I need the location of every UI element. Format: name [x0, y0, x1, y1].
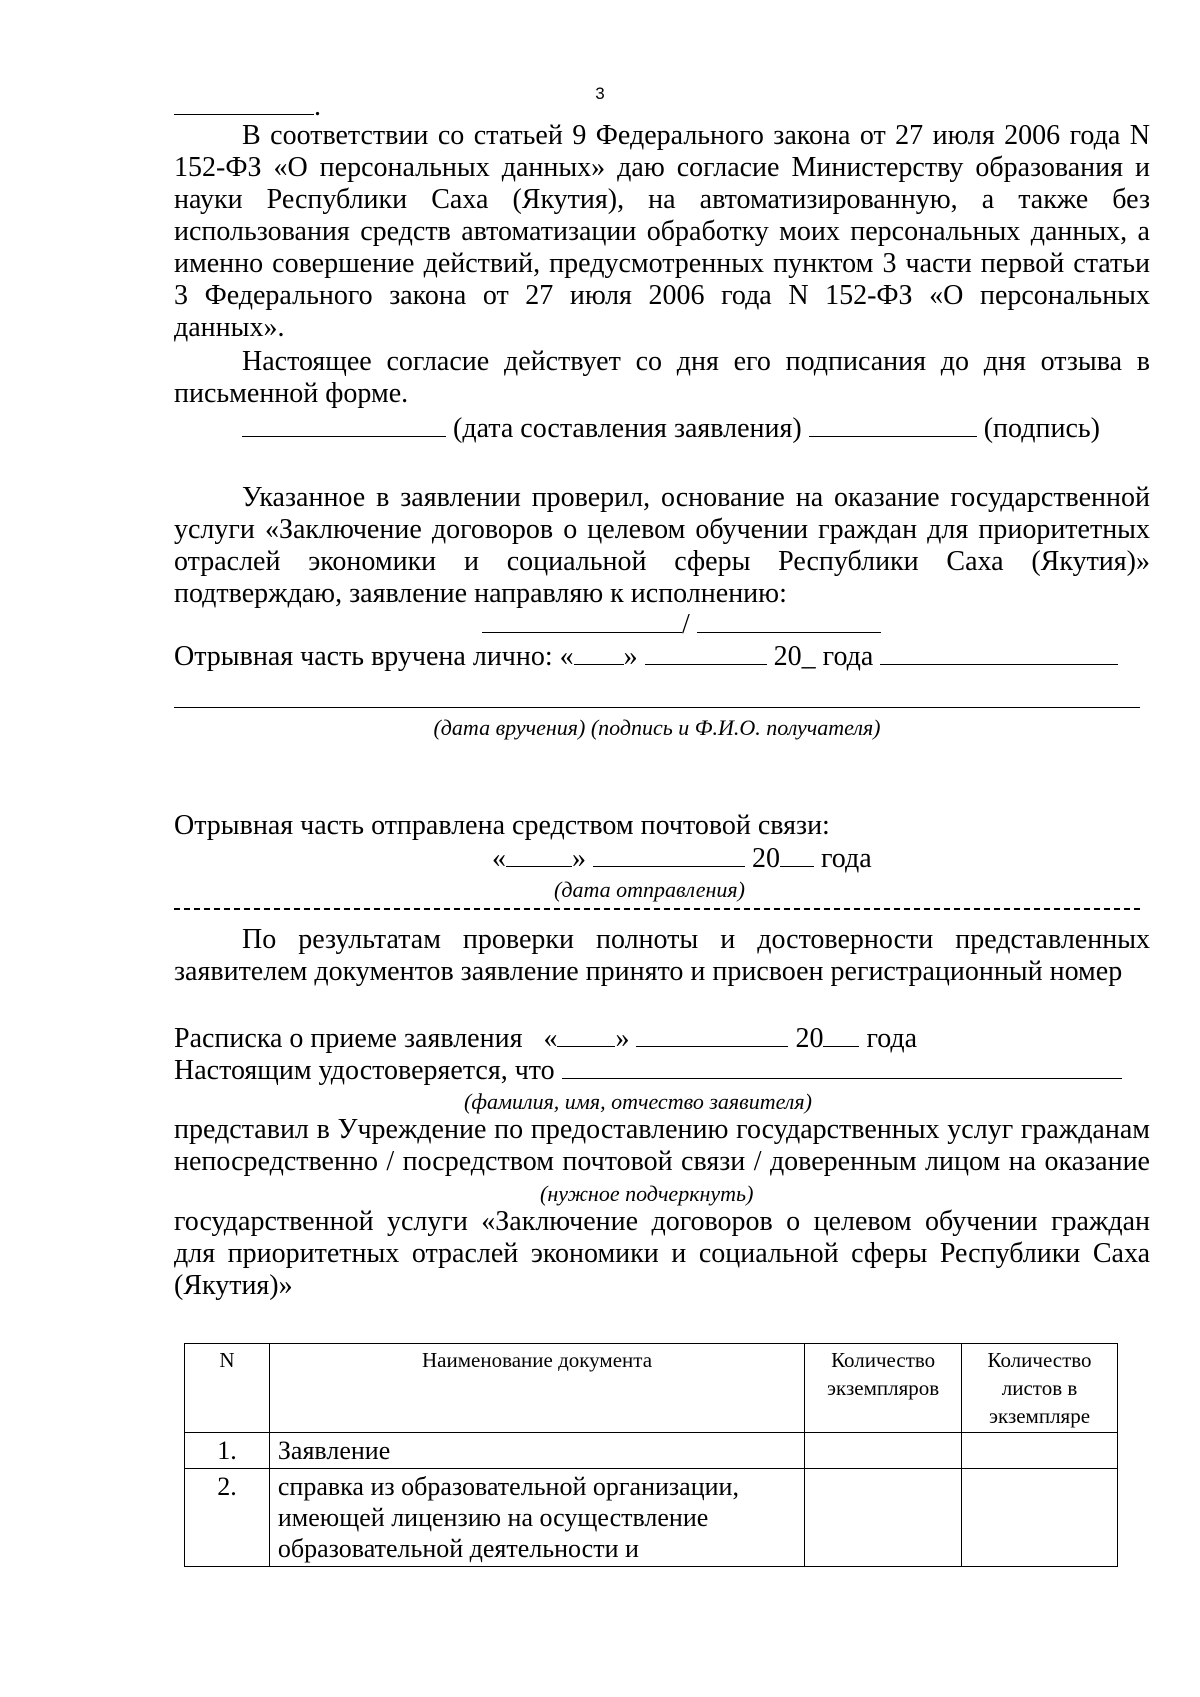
row-sheets[interactable]	[962, 1433, 1118, 1469]
documents-table	[184, 1343, 1118, 1567]
verifier-signature-blank[interactable]	[482, 608, 682, 633]
verification-line-1: Указанное в заявлении проверил, основание на оказание государственной	[242, 482, 1150, 513]
page-number: 3	[595, 84, 605, 103]
receipt-line: Расписка о приеме заявления « » 20 года	[174, 1023, 918, 1054]
row-doc-name-line: имеющей лицензию на осуществление	[277, 1503, 709, 1532]
date-label: (дата составления заявления)	[453, 413, 802, 444]
header-copies: Количество экземпляров	[805, 1344, 962, 1433]
receipt-year-blank[interactable]	[823, 1022, 859, 1047]
handed-caption: (дата вручения) (подпись и Ф.И.О. получателя)	[433, 715, 881, 740]
header-sheets: Количество листов в экземпляре	[962, 1344, 1118, 1433]
consent-line-3: науки Республики Саха (Якутия), на автоматизированную, а также без	[174, 184, 1150, 215]
consent-line-5: именно совершение действий, предусмотренных пунктом 3 части первой статьи	[174, 248, 1150, 279]
service-line-2: для приоритетных отраслей экономики и социальной сферы Республики Саха	[174, 1238, 1150, 1269]
signature-blank[interactable]	[809, 412, 977, 437]
handed-line: Отрывная часть вручена лично: « » 20_ года	[174, 640, 1150, 673]
service-line-1: государственной услуги «Заключение договоров о целевом обучении граждан	[174, 1206, 1150, 1237]
row-doc-name-line: справка из образовательной организации,	[277, 1472, 739, 1501]
handed-day-blank[interactable]	[574, 640, 624, 665]
row-sheets[interactable]	[962, 1469, 1118, 1567]
date-signature-line	[174, 412, 1150, 445]
verifier-name-blank[interactable]	[697, 608, 881, 633]
row-copies[interactable]	[805, 1433, 962, 1469]
validity-line-2: письменной форме.	[174, 378, 409, 409]
cut-line	[174, 908, 1140, 910]
mailed-year-blank[interactable]	[780, 842, 814, 867]
handed-label: Отрывная часть вручена лично:	[174, 641, 553, 672]
table-header-row	[185, 1344, 1118, 1433]
consent-line-4: использования средств автоматизации обработку моих персональных данных, а	[174, 216, 1150, 247]
applicant-name-caption: (фамилия, имя, отчество заявителя)	[464, 1089, 812, 1114]
underline-caption: (нужное подчеркнуть)	[540, 1181, 754, 1206]
consent-line-1: В соответствии со статьей 9 Федерального закона от 27 июля 2006 года N	[242, 120, 1150, 151]
verification-line-4: подтверждаю, заявление направляю к исполнению:	[174, 578, 787, 609]
header-name: Наименование документа	[269, 1344, 804, 1433]
row-doc-name	[269, 1469, 804, 1567]
receipt-day-blank[interactable]	[557, 1022, 615, 1047]
date-blank[interactable]	[242, 412, 446, 437]
mailed-caption: (дата отправления)	[554, 877, 745, 902]
results-line-2: заявителем документов заявление принято и присвоен регистрационный номер	[174, 956, 1123, 987]
header-num: N	[185, 1344, 270, 1433]
applicant-name-blank[interactable]	[562, 1054, 1122, 1079]
receipt-month-blank[interactable]	[636, 1022, 788, 1047]
mailed-day-blank[interactable]	[506, 842, 572, 867]
signature-label: (подпись)	[983, 413, 1100, 444]
consent-line-2: 152-ФЗ «О персональных данных» даю согласие Министерству образования и	[174, 152, 1150, 183]
receipt-label: Расписка о приеме заявления	[174, 1023, 523, 1054]
row-doc-name-line: образовательной деятельности и	[277, 1534, 639, 1563]
row-copies[interactable]	[805, 1469, 962, 1567]
verification-line-3: отраслей экономики и социальной сферы Республики Саха (Якутия)»	[174, 546, 1150, 577]
consent-line-6: 3 Федерального закона от 27 июля 2006 года N 152-ФЗ «О персональных	[174, 280, 1150, 311]
mailed-month-blank[interactable]	[593, 842, 745, 867]
row-num: 2.	[185, 1469, 270, 1567]
verification-line-2: услуги «Заключение договоров о целевом обучении граждан для приоритетных	[174, 514, 1150, 545]
row-doc-name: Заявление	[269, 1433, 804, 1469]
handed-month-blank[interactable]	[645, 640, 767, 665]
table-row	[185, 1433, 1118, 1469]
handed-full-rule	[174, 707, 1140, 708]
table-row	[185, 1469, 1118, 1567]
leading-blank: .	[174, 90, 1150, 123]
consent-line-7: данных».	[174, 312, 285, 343]
results-line-1: По результатам проверки полноты и достоверности представленных	[242, 924, 1150, 955]
mailed-label: Отрывная часть отправлена средством почтовой связи:	[174, 810, 830, 841]
service-line-3: (Якутия)»	[174, 1270, 293, 1301]
presented-line-1: представил в Учреждение по предоставлению государственных услуг гражданам	[174, 1114, 1150, 1145]
validity-line-1: Настоящее согласие действует со дня его подписания до дня отзыва в	[242, 346, 1150, 377]
certify-line	[174, 1054, 1150, 1087]
mailed-date-line: « » 20 года	[492, 843, 872, 874]
presented-line-2: непосредственно / посредством почтовой связи / доверенным лицом на оказание	[174, 1146, 1150, 1177]
row-num: 1.	[185, 1433, 270, 1469]
certify-label: Настоящим удостоверяется, что	[174, 1055, 555, 1086]
handed-recipient-blank[interactable]	[880, 640, 1118, 665]
verifier-signature-line: /	[174, 608, 1150, 641]
